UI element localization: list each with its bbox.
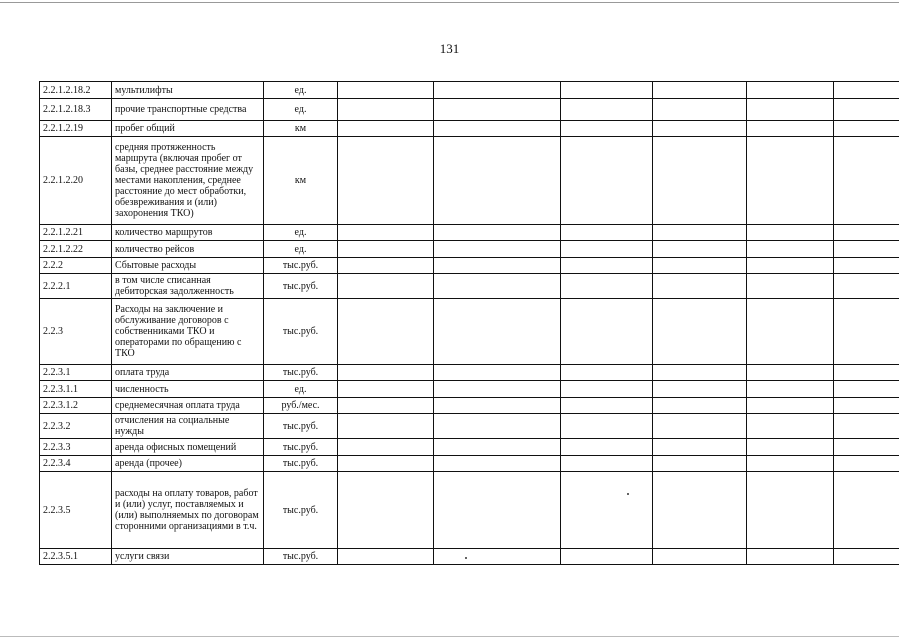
empty-value-cell — [561, 225, 653, 241]
row-name: аренда (прочее) — [112, 456, 264, 472]
empty-value-cell — [434, 414, 561, 439]
row-code: 2.2.3.1.2 — [40, 398, 112, 414]
row-unit: ед. — [264, 225, 338, 241]
empty-value-cell — [747, 82, 834, 99]
empty-value-cell — [653, 381, 747, 398]
empty-value-cell — [834, 258, 899, 274]
empty-value-cell — [434, 549, 561, 565]
empty-value-cell — [653, 137, 747, 225]
empty-value-cell — [653, 472, 747, 549]
row-unit: тыс.руб. — [264, 299, 338, 365]
table-row — [40, 241, 899, 258]
empty-value-cell — [834, 137, 899, 225]
empty-value-cell — [834, 472, 899, 549]
empty-value-cell — [834, 439, 899, 456]
table-row — [40, 258, 899, 274]
table-row — [40, 456, 899, 472]
row-unit: ед. — [264, 82, 338, 99]
row-name: оплата труда — [112, 365, 264, 381]
empty-value-cell — [747, 121, 834, 137]
empty-value-cell — [653, 121, 747, 137]
table-row — [40, 121, 899, 137]
empty-value-cell — [338, 258, 434, 274]
row-unit: км — [264, 137, 338, 225]
empty-value-cell — [653, 225, 747, 241]
empty-value-cell — [338, 456, 434, 472]
empty-value-cell — [561, 365, 653, 381]
empty-value-cell — [434, 121, 561, 137]
row-name: пробег общий — [112, 121, 264, 137]
empty-value-cell — [747, 381, 834, 398]
empty-value-cell — [338, 414, 434, 439]
row-code: 2.2.3.2 — [40, 414, 112, 439]
table-row — [40, 414, 899, 439]
empty-value-cell — [338, 549, 434, 565]
empty-value-cell — [747, 398, 834, 414]
empty-value-cell — [561, 549, 653, 565]
empty-value-cell — [834, 456, 899, 472]
empty-value-cell — [434, 258, 561, 274]
empty-value-cell — [834, 99, 899, 121]
empty-value-cell — [747, 472, 834, 549]
row-code: 2.2.1.2.22 — [40, 241, 112, 258]
row-code: 2.2.2 — [40, 258, 112, 274]
empty-value-cell — [338, 472, 434, 549]
row-name: аренда офисных помещений — [112, 439, 264, 456]
empty-value-cell — [653, 456, 747, 472]
empty-value-cell — [434, 82, 561, 99]
empty-value-cell — [747, 258, 834, 274]
row-code: 2.2.1.2.20 — [40, 137, 112, 225]
row-unit: тыс.руб. — [264, 472, 338, 549]
row-name: расходы на оплату товаров, работ и (или) услуг, поставляемых и (или) выполняемых по договорам сторонними организациями в т.ч. — [112, 472, 264, 549]
row-code: 2.2.1.2.21 — [40, 225, 112, 241]
table-row — [40, 365, 899, 381]
table-row — [40, 225, 899, 241]
empty-value-cell — [561, 82, 653, 99]
table-body — [40, 82, 899, 565]
row-unit: тыс.руб. — [264, 365, 338, 381]
row-unit: км — [264, 121, 338, 137]
row-code: 2.2.1.2.18.3 — [40, 99, 112, 121]
empty-value-cell — [834, 398, 899, 414]
empty-value-cell — [561, 258, 653, 274]
empty-value-cell — [653, 365, 747, 381]
empty-value-cell — [747, 274, 834, 299]
row-unit: тыс.руб. — [264, 414, 338, 439]
row-code: 2.2.3 — [40, 299, 112, 365]
empty-value-cell — [747, 137, 834, 225]
empty-value-cell — [653, 439, 747, 456]
row-code: 2.2.1.2.19 — [40, 121, 112, 137]
empty-value-cell — [653, 549, 747, 565]
table-row — [40, 299, 899, 365]
empty-value-cell — [434, 456, 561, 472]
empty-value-cell — [653, 299, 747, 365]
empty-value-cell — [338, 121, 434, 137]
empty-value-cell — [338, 99, 434, 121]
empty-value-cell — [434, 398, 561, 414]
empty-value-cell — [561, 137, 653, 225]
empty-value-cell — [434, 439, 561, 456]
empty-value-cell — [434, 299, 561, 365]
row-name: среднемесячная оплата труда — [112, 398, 264, 414]
empty-value-cell — [434, 365, 561, 381]
empty-value-cell — [834, 121, 899, 137]
empty-value-cell — [834, 274, 899, 299]
empty-value-cell — [653, 99, 747, 121]
empty-value-cell — [747, 225, 834, 241]
empty-value-cell — [653, 82, 747, 99]
row-name: количество маршрутов — [112, 225, 264, 241]
empty-value-cell — [653, 398, 747, 414]
table-row — [40, 99, 899, 121]
empty-value-cell — [338, 439, 434, 456]
empty-value-cell — [834, 414, 899, 439]
empty-value-cell — [434, 381, 561, 398]
row-name: услуги связи — [112, 549, 264, 565]
row-code: 2.2.2.1 — [40, 274, 112, 299]
empty-value-cell — [434, 137, 561, 225]
row-unit: тыс.руб. — [264, 456, 338, 472]
row-name: прочие транспортные средства — [112, 99, 264, 121]
empty-value-cell — [338, 82, 434, 99]
empty-value-cell — [747, 365, 834, 381]
empty-value-cell — [338, 225, 434, 241]
empty-value-cell — [338, 381, 434, 398]
scan-speck — [627, 493, 629, 495]
row-name: отчисления на социальные нужды — [112, 414, 264, 439]
empty-value-cell — [338, 365, 434, 381]
row-code: 2.2.3.5.1 — [40, 549, 112, 565]
table-row — [40, 472, 899, 549]
row-unit: тыс.руб. — [264, 549, 338, 565]
empty-value-cell — [747, 439, 834, 456]
row-unit: руб./мес. — [264, 398, 338, 414]
row-name: Расходы на заключение и обслуживание договоров с собственниками ТКО и операторами по обращению с ТКО — [112, 299, 264, 365]
empty-value-cell — [747, 414, 834, 439]
empty-value-cell — [653, 274, 747, 299]
empty-value-cell — [434, 472, 561, 549]
empty-value-cell — [747, 299, 834, 365]
empty-value-cell — [747, 549, 834, 565]
table-row — [40, 381, 899, 398]
empty-value-cell — [561, 398, 653, 414]
empty-value-cell — [834, 241, 899, 258]
empty-value-cell — [653, 414, 747, 439]
row-code: 2.2.3.1 — [40, 365, 112, 381]
row-code: 2.2.3.3 — [40, 439, 112, 456]
row-unit: тыс.руб. — [264, 274, 338, 299]
table-row — [40, 439, 899, 456]
empty-value-cell — [561, 241, 653, 258]
empty-value-cell — [834, 225, 899, 241]
empty-value-cell — [561, 456, 653, 472]
empty-value-cell — [338, 241, 434, 258]
empty-value-cell — [338, 398, 434, 414]
empty-value-cell — [434, 99, 561, 121]
row-code: 2.2.3.5 — [40, 472, 112, 549]
table-row — [40, 398, 899, 414]
row-code: 2.2.3.1.1 — [40, 381, 112, 398]
row-unit: ед. — [264, 99, 338, 121]
empty-value-cell — [834, 82, 899, 99]
empty-value-cell — [747, 99, 834, 121]
table-row — [40, 549, 899, 565]
empty-value-cell — [561, 472, 653, 549]
empty-value-cell — [434, 274, 561, 299]
empty-value-cell — [561, 439, 653, 456]
row-unit: тыс.руб. — [264, 439, 338, 456]
data-table — [39, 81, 899, 565]
row-unit: тыс.руб. — [264, 258, 338, 274]
row-unit: ед. — [264, 381, 338, 398]
empty-value-cell — [561, 121, 653, 137]
empty-value-cell — [653, 241, 747, 258]
row-name: в том числе списанная дебиторская задолженность — [112, 274, 264, 299]
row-name: средняя протяженность маршрута (включая пробег от базы, среднее расстояние между местами накопления, среднее расстояние до мест обработки, обезвреживания и (или) захоронения ТКО) — [112, 137, 264, 225]
empty-value-cell — [561, 274, 653, 299]
page-number: 131 — [439, 41, 460, 56]
table-row — [40, 82, 899, 99]
empty-value-cell — [561, 381, 653, 398]
empty-value-cell — [747, 456, 834, 472]
empty-value-cell — [338, 137, 434, 225]
row-unit: ед. — [264, 241, 338, 258]
empty-value-cell — [834, 299, 899, 365]
table-row — [40, 274, 899, 299]
empty-value-cell — [834, 365, 899, 381]
row-name: мультилифты — [112, 82, 264, 99]
empty-value-cell — [653, 258, 747, 274]
empty-value-cell — [561, 99, 653, 121]
row-name: количество рейсов — [112, 241, 264, 258]
empty-value-cell — [561, 414, 653, 439]
row-code: 2.2.3.4 — [40, 456, 112, 472]
empty-value-cell — [434, 225, 561, 241]
row-name: Сбытовые расходы — [112, 258, 264, 274]
empty-value-cell — [561, 299, 653, 365]
bottom-scan-edge — [0, 636, 899, 637]
empty-value-cell — [834, 381, 899, 398]
row-name: численность — [112, 381, 264, 398]
empty-value-cell — [434, 241, 561, 258]
empty-value-cell — [338, 274, 434, 299]
empty-value-cell — [834, 549, 899, 565]
scan-speck — [465, 557, 467, 559]
row-code: 2.2.1.2.18.2 — [40, 82, 112, 99]
table-row — [40, 137, 899, 225]
empty-value-cell — [747, 241, 834, 258]
top-scan-edge — [0, 2, 899, 3]
empty-value-cell — [338, 299, 434, 365]
